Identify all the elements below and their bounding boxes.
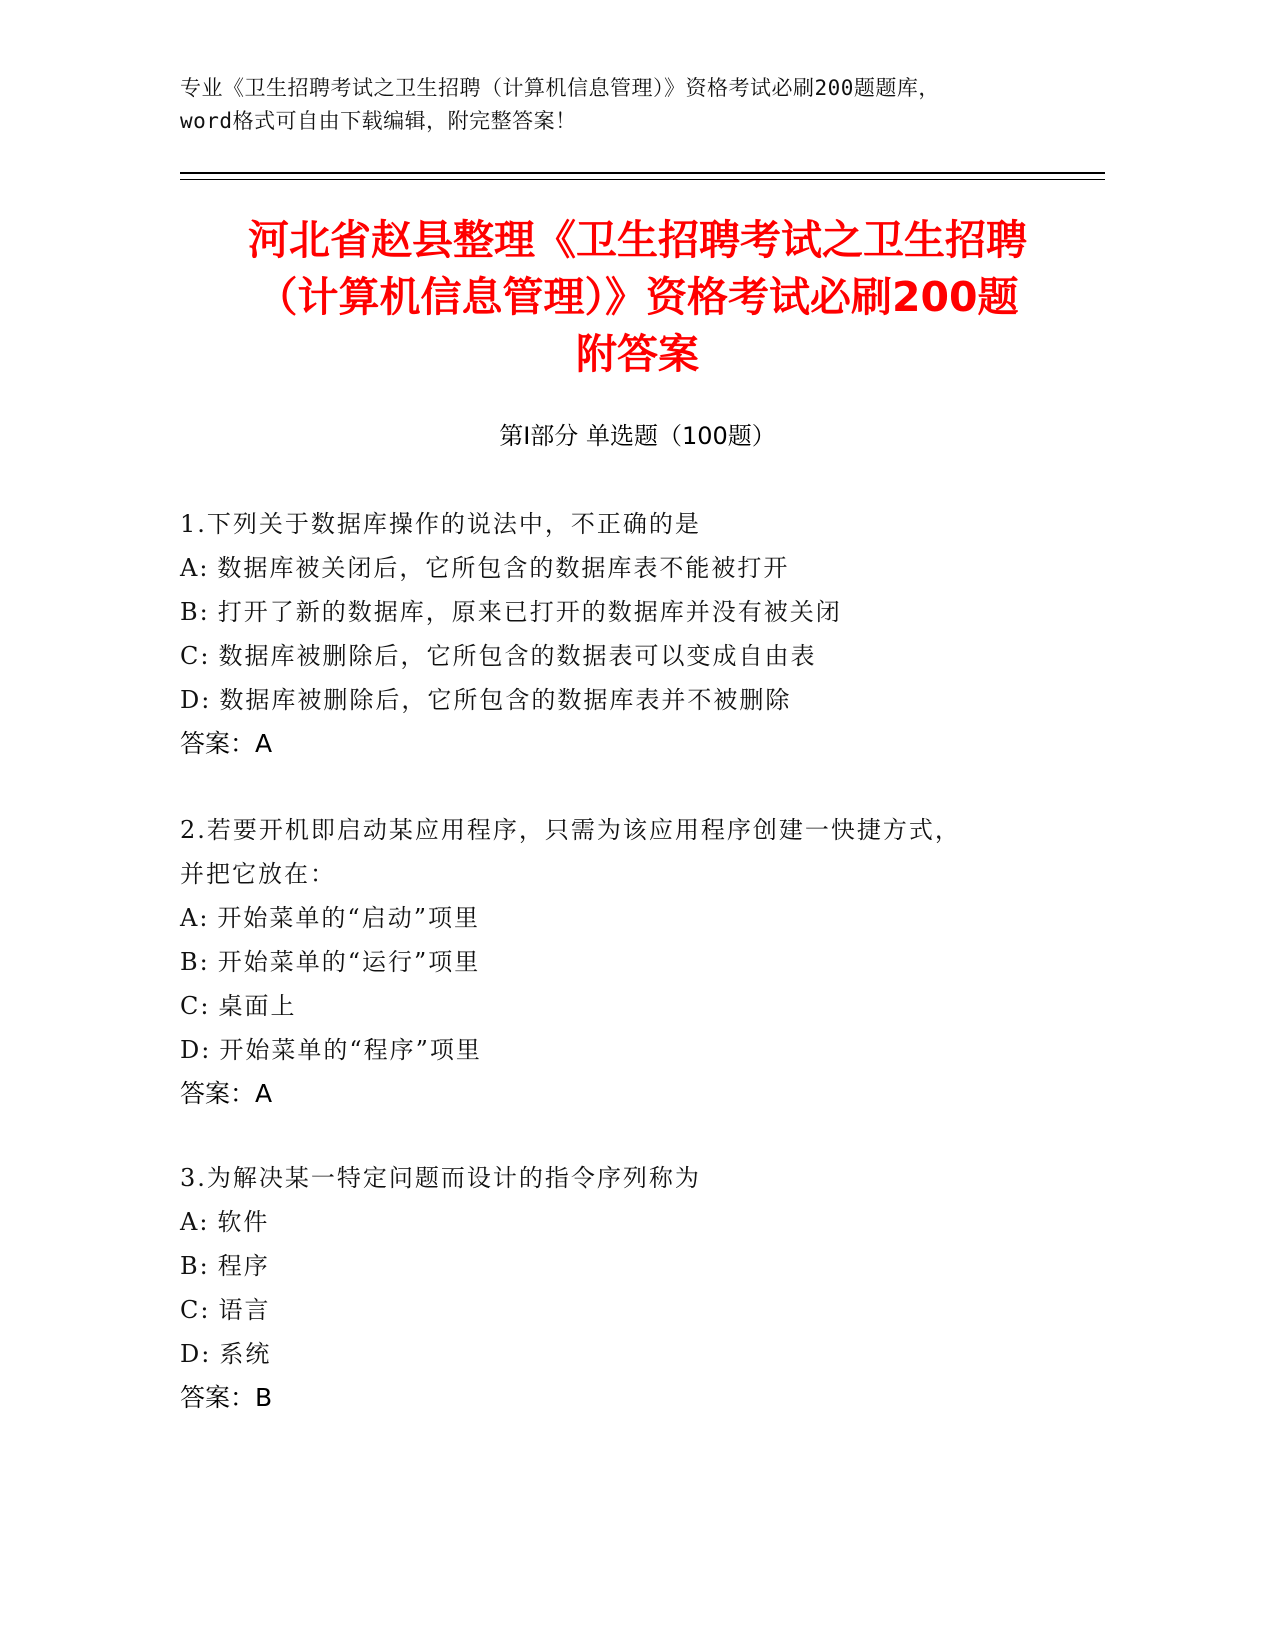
section-heading: 第I部分 单选题（100题）: [499, 422, 776, 450]
answer: 答案：A: [180, 1079, 273, 1108]
option-letter: D:: [180, 1036, 212, 1064]
option-a: [180, 546, 1110, 590]
option-letter: B:: [180, 598, 210, 626]
question-stem-continued: 并把它放在：: [180, 860, 336, 888]
option-letter: D:: [180, 1340, 212, 1368]
option-text: 开始菜单的“运行”项里: [217, 948, 481, 976]
question-stem: 1.下列关于数据库操作的说法中，不正确的是: [180, 510, 701, 538]
document-title: [150, 212, 1125, 383]
option-text: 软件: [217, 1208, 270, 1236]
question-stem: 3.为解决某一特定问题而设计的指令序列称为: [180, 1164, 701, 1192]
question-3: [180, 1156, 1110, 1420]
option-letter: C:: [180, 1296, 211, 1324]
option-text: 开始菜单的“程序”项里: [219, 1036, 482, 1064]
answer: 答案：B: [180, 1383, 273, 1412]
option-letter: A:: [180, 904, 210, 932]
option-text: 打开了新的数据库，原来已打开的数据库并没有被关闭: [217, 598, 842, 626]
option-letter: B:: [180, 948, 210, 976]
option-a: [180, 1200, 1110, 1244]
header-line-2: word格式可自由下载编辑，附完整答案！: [180, 109, 577, 133]
option-letter: D:: [180, 686, 212, 714]
option-c: [180, 1288, 1110, 1332]
option-b: [180, 940, 1110, 984]
option-text: 系统: [219, 1340, 272, 1368]
option-letter: A:: [180, 554, 210, 582]
title-line-2: （计算机信息管理）》资格考试必刷200题: [256, 273, 1019, 321]
option-letter: C:: [180, 992, 211, 1020]
question-2: [180, 808, 1110, 1116]
option-text: 数据库被删除后，它所包含的数据表可以变成自由表: [218, 642, 817, 670]
option-text: 桌面上: [218, 992, 297, 1020]
option-text: 数据库被删除后，它所包含的数据库表并不被删除: [219, 686, 792, 714]
option-b: [180, 590, 1110, 634]
option-c: [180, 984, 1110, 1028]
option-d: [180, 678, 1110, 722]
option-text: 程序: [217, 1252, 270, 1280]
title-line-3: 附答案: [576, 330, 699, 378]
option-b: [180, 1244, 1110, 1288]
answer: 答案：A: [180, 729, 273, 758]
title-line-1: 河北省赵县整理《卫生招聘考试之卫生招聘: [248, 216, 1027, 264]
option-d: [180, 1028, 1110, 1072]
header-line-1: 专业《卫生招聘考试之卫生招聘（计算机信息管理）》资格考试必刷200题题库，: [180, 76, 940, 100]
header-rule-thin: [180, 179, 1105, 180]
option-text: 语言: [218, 1296, 271, 1324]
header-rule-thick: [180, 172, 1105, 174]
option-text: 开始菜单的“启动”项里: [217, 904, 480, 932]
question-1: [180, 502, 1110, 766]
option-letter: A:: [180, 1208, 210, 1236]
option-text: 数据库被关闭后，它所包含的数据库表不能被打开: [217, 554, 790, 582]
header-note: [180, 72, 1100, 138]
question-stem: 2.若要开机即启动某应用程序，只需为该应用程序创建一快捷方式，: [180, 816, 961, 844]
option-c: [180, 634, 1110, 678]
option-a: [180, 896, 1110, 940]
option-d: [180, 1332, 1110, 1376]
option-letter: B:: [180, 1252, 210, 1280]
option-letter: C:: [180, 642, 211, 670]
